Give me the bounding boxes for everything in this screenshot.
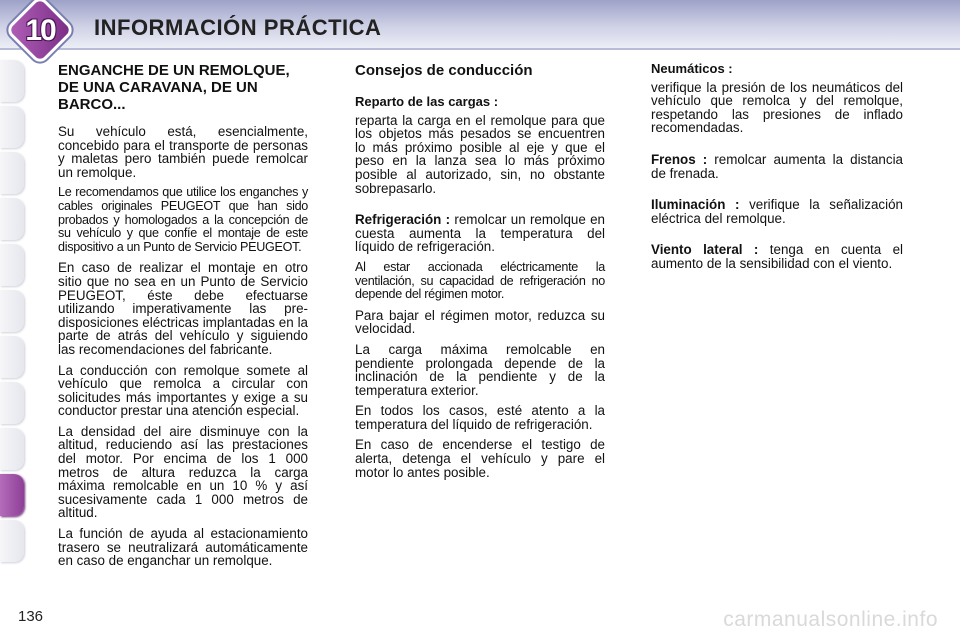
paragraph: Para bajar el régimen motor, reduzca su velocidad. <box>355 307 605 337</box>
paragraph-text: remolcar un remolque en cuesta aumenta la temperatura del líquido de refrigeración. <box>355 212 605 255</box>
chapter-tab-4[interactable] <box>0 198 24 240</box>
paragraph: La conducción con remolque somete al vehículo que remolca a circular con solicitudes más importantes y exige a su conductor prestar una atención especial. <box>58 362 308 419</box>
chapter-tab-7[interactable] <box>0 336 24 378</box>
paragraph: Al estar accionada eléctricamente la ventilación, su capacidad de refrigeración no depende del régimen motor. <box>355 259 605 302</box>
paragraph: Su vehículo está, esencialmente, concebido para el transporte de personas y maletas pero también puede remolcar un remolque. <box>58 124 308 180</box>
chapter-tab-9[interactable] <box>0 428 24 470</box>
page-title: INFORMACIÓN PRÁCTICA <box>94 15 382 40</box>
watermark: carmanualsonline.info <box>723 608 938 631</box>
column-tyres-brakes <box>651 62 903 278</box>
chapter-tab-8[interactable] <box>0 382 24 424</box>
paragraph: reparta la carga en el remolque para que los objetos más pesados se encuentren lo más próximo posible al eje y que el peso en la lanza sea lo más próximo posible al autorizado, sin, no obstante sobrepasarlo. <box>355 112 605 196</box>
paragraph-cooling <box>355 213 605 254</box>
lead-side-wind: Viento lateral : <box>651 242 759 258</box>
paragraph: La carga máxima remolcable en pendiente prolongada depende de la inclinación de la pendiente y de la temperatura exterior. <box>355 341 605 398</box>
paragraph: La función de ayuda al estacionamiento trasero se neutralizará automáticamente en caso de enganchar un remolque. <box>58 526 308 569</box>
paragraph-text: tenga en cuenta el aumento de la sensibilidad con el viento. <box>651 242 903 271</box>
paragraph: En todos los casos, esté atento a la temperatura del líquido de refrigeración. <box>355 403 605 432</box>
chapter-tab-5[interactable] <box>0 244 24 286</box>
chapter-tab-11[interactable] <box>0 520 24 562</box>
paragraph: Le recomendamos que utilice los enganches y cables originales PEUGEOT que han sido probados y homologados a la concepción de su vehículo y que confíe el montaje de este dispositivo a un Punto de Servicio PEUGEOT. <box>58 185 308 254</box>
section-title-trailer: ENGANCHE DE UN REMOLQUE, DE UNA CARAVANA, DE UN BARCO... <box>58 62 290 113</box>
chapter-tabs <box>0 60 28 566</box>
paragraph: verifique la presión de los neumáticos del vehículo que remolca y del remolque, respetando las presiones de inflado recomendadas. <box>651 79 903 136</box>
paragraph: En caso de realizar el montaje en otro sitio que no sea en un Punto de Servicio PEUGEOT, éste debe efectuarse utilizando imperativamente las pre-disposiciones eléctricas implantadas en la parte de atrás del vehículo y siguiendo las recomendaciones del fabricante. <box>58 260 308 357</box>
paragraph-lighting <box>651 198 903 225</box>
paragraph-brakes <box>651 153 903 180</box>
section-title-driving-advice: Consejos de conducción <box>355 62 533 79</box>
paragraph: La densidad del aire disminuye con la altitud, reduciendo así las prestaciones del motor. Por encima de los 1 000 metros de altura reduzca la carga máxima remolcable en un 10 % y así sucesivamente cada 1 000 metros de altitud. <box>58 423 308 521</box>
chapter-tab-10-active[interactable] <box>0 474 24 516</box>
subheading-tyres: Neumáticos : <box>651 61 733 76</box>
chapter-tab-2[interactable] <box>0 106 24 148</box>
chapter-number: 10 <box>25 14 55 47</box>
paragraph: En caso de encenderse el testigo de alerta, detenga el vehículo y pare el motor lo antes posible. <box>355 437 605 480</box>
lead-lighting: Iluminación : <box>651 197 740 213</box>
column-trailer <box>58 62 308 575</box>
chapter-tab-6[interactable] <box>0 290 24 332</box>
lead-brakes: Frenos : <box>651 151 708 167</box>
paragraph-text: remolcar aumenta la distancia de frenada. <box>651 151 903 181</box>
paragraph-side-wind <box>651 243 903 270</box>
column-driving-advice <box>355 62 605 486</box>
chapter-tab-1[interactable] <box>0 60 24 102</box>
chapter-tab-3[interactable] <box>0 152 24 194</box>
page-number: 136 <box>18 608 44 625</box>
paragraph-text: verifique la señalización eléctrica del remolque. <box>651 197 903 226</box>
lead-cooling: Refrigeración : <box>355 212 451 228</box>
subheading-load-distribution: Reparto de las cargas : <box>355 94 499 109</box>
